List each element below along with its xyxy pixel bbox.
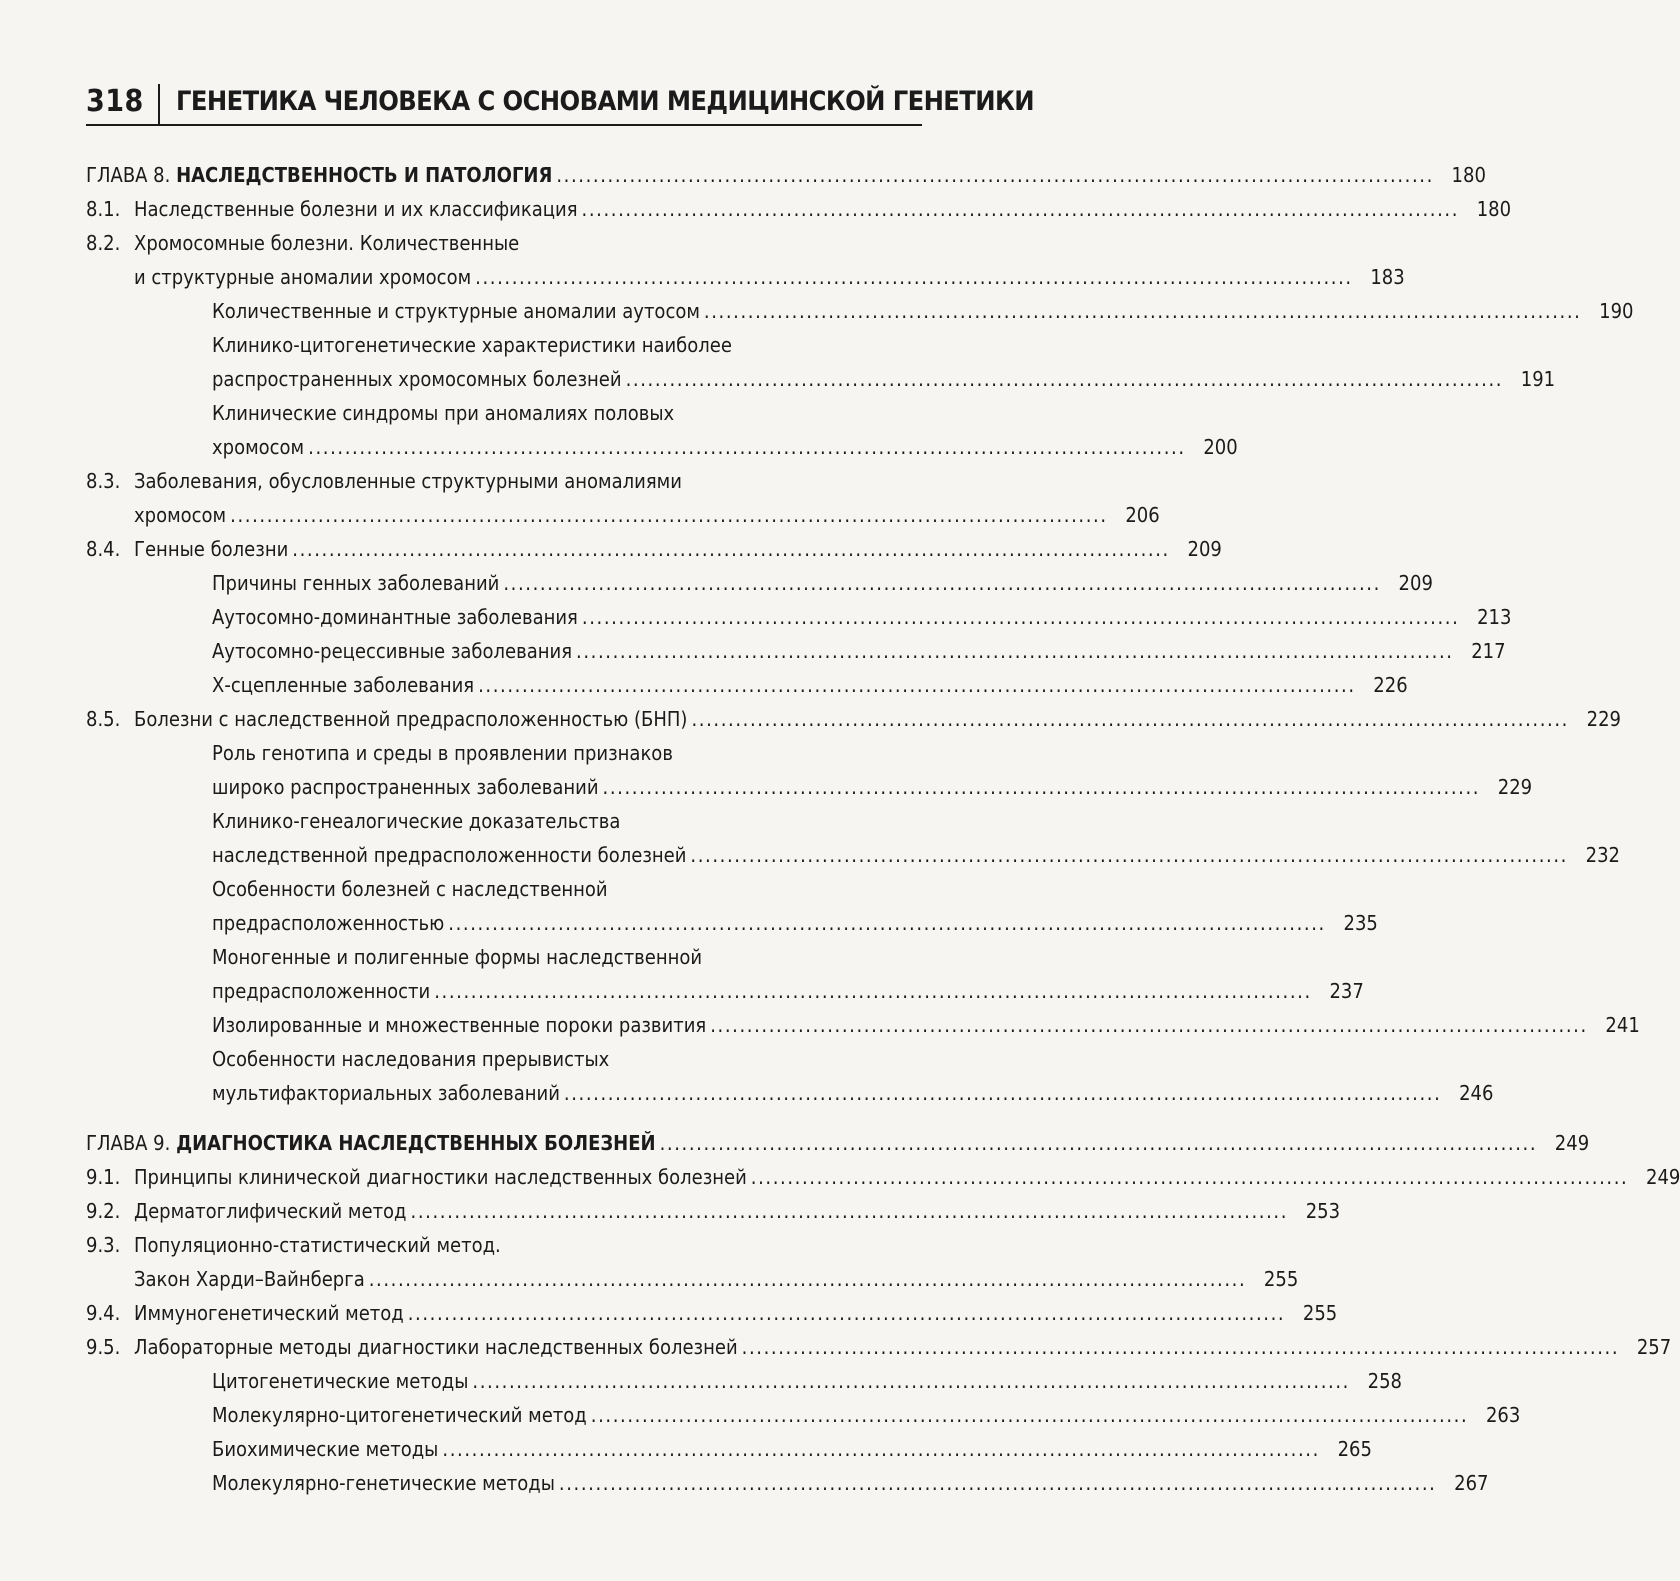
dot-leader: ........................................................................................................................ — [368, 1267, 1247, 1291]
toc-subsection-cont — [86, 1076, 1494, 1110]
page-ref: 253 — [1305, 1199, 1341, 1223]
section-title: Заболевания, обусловленные структурными аномалиями — [134, 469, 682, 493]
toc-section-9-1 — [86, 1160, 1680, 1194]
subsection-title-cont: распространенных хромосомных болезней — [212, 367, 622, 391]
page-ref: 229 — [1586, 707, 1621, 731]
dot-leader: ........................................................................................................................ — [602, 775, 1481, 799]
section-title: Дерматоглифический метод — [134, 1199, 407, 1223]
dot-leader: ........................................................................................................................ — [472, 1369, 1350, 1393]
page-ref: 200 — [1203, 435, 1238, 459]
header-rule — [86, 124, 922, 126]
page-ref: 226 — [1373, 673, 1408, 697]
subsection-title: Молекулярно-генетические методы — [212, 1471, 555, 1495]
chapter-title: ДИАГНОСТИКА НАСЛЕДСТВЕННЫХ БОЛЕЗНЕЙ — [176, 1131, 656, 1155]
toc-subsection — [86, 1432, 1372, 1466]
dot-leader: ........................................................................................................................ — [292, 537, 1170, 561]
dot-leader: ........................................................................................................................ — [659, 1131, 1538, 1155]
toc-subsection — [86, 600, 1512, 634]
subsection-title: Особенности болезней с наследственной — [212, 877, 608, 901]
toc-section-9-3-cont — [86, 1262, 1299, 1296]
page-ref: 263 — [1485, 1403, 1521, 1427]
subsection-title: Изолированные и множественные пороки развития — [212, 1013, 707, 1037]
page-ref: 180 — [1451, 163, 1486, 187]
dot-leader: ........................................................................................................................ — [581, 197, 1460, 221]
toc-subsection — [86, 940, 912, 974]
page-ref: 229 — [1497, 775, 1533, 799]
toc-section-8-5 — [86, 702, 1621, 736]
section-title-cont: хромосом — [134, 503, 227, 527]
toc-subsection — [86, 1042, 912, 1076]
toc-subsection-cont — [86, 974, 1364, 1008]
dot-leader: ........................................................................................................................ — [703, 299, 1582, 323]
table-of-contents — [86, 158, 1680, 1500]
subsection-title: Аутосомно-рецессивные заболевания — [212, 639, 573, 663]
section-title: Хромосомные болезни. Количественные — [134, 231, 520, 255]
subsection-title-cont: широко распространенных заболеваний — [212, 775, 599, 799]
toc-section-8-3-cont — [86, 498, 1160, 532]
section-title-cont: и структурные аномалии хромосом — [134, 265, 472, 289]
toc-subsection-cont — [86, 838, 1620, 872]
page-ref: 255 — [1302, 1301, 1338, 1325]
section-number: 9.3. — [86, 1233, 121, 1257]
chapter-label: ГЛАВА 9. — [86, 1131, 177, 1155]
dot-leader: ........................................................................................................................ — [710, 1013, 1588, 1037]
section-title: Наследственные болезни и их классификация — [134, 197, 578, 221]
page-ref: 191 — [1520, 367, 1556, 391]
chapter-spacer — [86, 1110, 912, 1126]
toc-section-9-3 — [86, 1228, 912, 1262]
subsection-title: Клинико-генеалогические доказательства — [212, 809, 621, 833]
subsection-title: Причины генных заболеваний — [212, 571, 500, 595]
toc-section-9-2 — [86, 1194, 1341, 1228]
section-number: 9.5. — [86, 1335, 121, 1359]
dot-leader: ........................................................................................................................ — [475, 265, 1353, 289]
toc-subsection — [86, 566, 1433, 600]
page-ref: 235 — [1343, 911, 1378, 935]
subsection-title: Количественные и структурные аномалии аутосом — [212, 299, 700, 323]
section-title-cont: Закон Харди–Вайнберга — [134, 1267, 365, 1291]
dot-leader: ........................................................................................................................ — [581, 605, 1460, 629]
toc-subsection — [86, 1364, 1402, 1398]
dot-leader: ........................................................................................................................ — [690, 843, 1568, 867]
subsection-title-cont: наследственной предрасположенности болезней — [212, 843, 687, 867]
section-title: Иммуногенетический метод — [134, 1301, 404, 1325]
toc-section-8-3 — [86, 464, 912, 498]
section-number: 9.4. — [86, 1301, 121, 1325]
page-ref: 190 — [1599, 299, 1634, 323]
dot-leader: ........................................................................................................................ — [691, 707, 1569, 731]
page-ref: 206 — [1125, 503, 1160, 527]
page-ref: 249 — [1554, 1131, 1590, 1155]
section-number: 8.4. — [86, 537, 121, 561]
book-title: ГЕНЕТИКА ЧЕЛОВЕКА С ОСНОВАМИ МЕДИЦИНСКОЙ ГЕНЕТИКИ — [176, 86, 1034, 117]
page-ref: 180 — [1476, 197, 1512, 221]
toc-subsection-cont — [86, 770, 1533, 804]
page-number: 318 — [86, 84, 144, 119]
page-header — [86, 84, 1034, 126]
dot-leader: ........................................................................................................................ — [230, 503, 1108, 527]
toc-section-9-5 — [86, 1330, 1672, 1364]
dot-leader: ........................................................................................................................ — [556, 163, 1434, 187]
toc-subsection — [86, 872, 912, 906]
toc-subsection — [86, 1466, 1489, 1500]
dot-leader: ........................................................................................................................ — [503, 571, 1381, 595]
subsection-title-cont: предрасположенностью — [212, 911, 445, 935]
section-number: 8.2. — [86, 231, 121, 255]
dot-leader: ........................................................................................................................ — [478, 673, 1356, 697]
subsection-title-cont: предрасположенности — [212, 979, 431, 1003]
section-number: 8.5. — [86, 707, 121, 731]
header-separator — [158, 84, 160, 124]
page-ref: 246 — [1459, 1081, 1494, 1105]
subsection-title: Биохимические методы — [212, 1437, 439, 1461]
subsection-title: Особенности наследования прерывистых — [212, 1047, 610, 1071]
subsection-title: Х-сцепленные заболевания — [212, 673, 475, 697]
subsection-title: Моногенные и полигенные формы наследственной — [212, 945, 703, 969]
dot-leader: ........................................................................................................................ — [741, 1335, 1620, 1359]
subsection-title-cont: хромосом — [212, 435, 305, 459]
toc-subsection — [86, 668, 1408, 702]
dot-leader: ........................................................................................................................ — [308, 435, 1186, 459]
section-title: Принципы клинической диагностики наследственных болезней — [134, 1165, 747, 1189]
dot-leader: ........................................................................................................................ — [448, 911, 1326, 935]
page-ref: 249 — [1646, 1165, 1680, 1189]
toc-subsection — [86, 1398, 1521, 1432]
page-ref: 257 — [1636, 1335, 1672, 1359]
toc-subsection — [86, 328, 912, 362]
toc-subsection-cont — [86, 362, 1556, 396]
subsection-title: Клинические синдромы при аномалиях половых — [212, 401, 675, 425]
page-ref: 241 — [1605, 1013, 1640, 1037]
section-title: Генные болезни — [134, 537, 289, 561]
subsection-title: Роль генотипа и среды в проявлении признаков — [212, 741, 673, 765]
section-number: 9.1. — [86, 1165, 121, 1189]
page-ref: 255 — [1263, 1267, 1299, 1291]
dot-leader: ........................................................................................................................ — [563, 1081, 1442, 1105]
dot-leader: ........................................................................................................................ — [750, 1165, 1629, 1189]
dot-leader: ........................................................................................................................ — [410, 1199, 1289, 1223]
page-ref: 209 — [1398, 571, 1433, 595]
dot-leader: ........................................................................................................................ — [434, 979, 1312, 1003]
section-number: 8.1. — [86, 197, 121, 221]
toc-subsection — [86, 396, 912, 430]
page-ref: 258 — [1367, 1369, 1402, 1393]
section-title: Болезни с наследственной предрасположенностью (БНП) — [134, 707, 688, 731]
page-ref: 217 — [1471, 639, 1506, 663]
toc-subsection — [86, 634, 1506, 668]
subsection-title: Цитогенетические методы — [212, 1369, 469, 1393]
section-number: 8.3. — [86, 469, 121, 493]
toc-chapter-8 — [86, 158, 1486, 192]
page-ref: 209 — [1187, 537, 1222, 561]
chapter-label: ГЛАВА 8. — [86, 163, 177, 187]
toc-section-8-2 — [86, 226, 912, 260]
subsection-title-cont: мультифакториальных заболеваний — [212, 1081, 560, 1105]
page-ref: 267 — [1454, 1471, 1489, 1495]
toc-section-9-4 — [86, 1296, 1338, 1330]
dot-leader: ........................................................................................................................ — [625, 367, 1504, 391]
dot-leader: ........................................................................................................................ — [576, 639, 1454, 663]
dot-leader: ........................................................................................................................ — [558, 1471, 1437, 1495]
toc-section-8-1 — [86, 192, 1512, 226]
section-number: 9.2. — [86, 1199, 121, 1223]
page-ref: 183 — [1370, 265, 1405, 289]
dot-leader: ........................................................................................................................ — [407, 1301, 1286, 1325]
subsection-title: Молекулярно-цитогенетический метод — [212, 1403, 587, 1427]
toc-subsection-cont — [86, 430, 1238, 464]
page-ref: 213 — [1477, 605, 1512, 629]
dot-leader: ........................................................................................................................ — [590, 1403, 1469, 1427]
section-title: Популяционно-статистический метод. — [134, 1233, 501, 1257]
subsection-title: Клинико-цитогенетические характеристики наиболее — [212, 333, 732, 357]
page-ref: 237 — [1329, 979, 1364, 1003]
dot-leader: ........................................................................................................................ — [442, 1437, 1320, 1461]
toc-chapter-9 — [86, 1126, 1590, 1160]
toc-section-8-2-cont — [86, 260, 1405, 294]
section-title: Лабораторные методы диагностики наследственных болезней — [134, 1335, 738, 1359]
toc-subsection — [86, 736, 912, 770]
toc-section-8-4 — [86, 532, 1222, 566]
toc-subsection — [86, 804, 912, 838]
chapter-title: НАСЛЕДСТВЕННОСТЬ И ПАТОЛОГИЯ — [176, 163, 553, 187]
subsection-title: Аутосомно-доминантные заболевания — [212, 605, 578, 629]
page-ref: 232 — [1585, 843, 1620, 867]
toc-subsection-cont — [86, 906, 1378, 940]
toc-subsection — [86, 294, 1634, 328]
page-ref: 265 — [1337, 1437, 1372, 1461]
toc-subsection — [86, 1008, 1640, 1042]
